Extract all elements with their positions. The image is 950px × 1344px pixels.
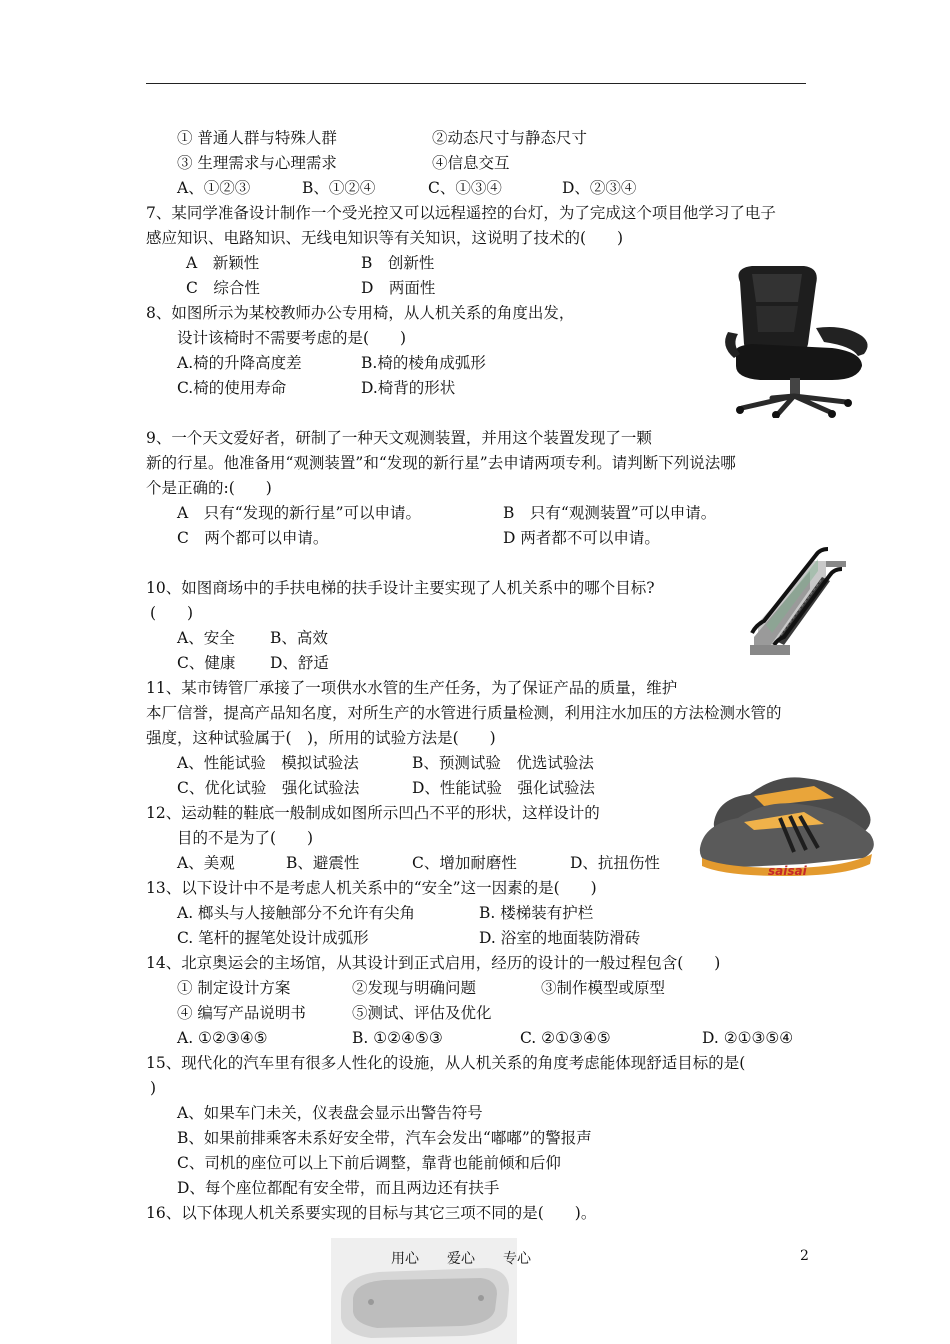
text-line: B.椅的棱角成弧形 (361, 354, 486, 372)
text-line: C 两个都可以申请。 (177, 529, 329, 547)
text-line: 8、如图所示为某校教师办公专用椅，从人机关系的角度出发， (146, 304, 575, 322)
text-line: 11、某市铸管厂承接了一项供水水管的生产任务，为了保证产品的质量，维护 (146, 679, 678, 697)
text-line: ③制作模型或原型 (541, 979, 666, 997)
text-line: B、避震性 (286, 854, 360, 872)
text-line: 15、现代化的汽车里有很多人性化的设施，从人机关系的角度考虑能体现舒适目标的是( (146, 1054, 746, 1072)
text-line: ④信息交互 (432, 154, 510, 172)
footer-motto: 用心 爱心 专心 (391, 1251, 531, 1267)
text-line: D 两者都不可以申请。 (503, 529, 660, 547)
text-line: ⑤测试、评估及优化 (352, 1004, 492, 1022)
text-line: C. ②①③④⑤ (520, 1029, 611, 1047)
text-line: ( ) (150, 604, 194, 622)
text-line: 强度，这种试验属于( )，所用的试验方法是( ) (146, 729, 496, 747)
text-line: A、安全 (177, 629, 235, 647)
text-line: B 只有“观测装置”可以申请。 (503, 504, 717, 522)
text-line: A、如果车门未关，仪表盘会显示出警告符号 (177, 1104, 483, 1122)
text-line: C、增加耐磨性 (412, 854, 517, 872)
text-line: ②动态尺寸与静态尺寸 (432, 129, 588, 147)
text-line: B、预测试验 优选试验法 (412, 754, 594, 772)
text-line: A. 榔头与人接触部分不允许有尖角 (177, 904, 416, 922)
text-line: 个是正确的:( ) (146, 479, 272, 497)
text-line: 16、以下体现人机关系要实现的目标与其它三项不同的是( )。 (146, 1204, 597, 1222)
text-line: B、如果前排乘客未系好安全带，汽车会发出“嘟嘟”的警报声 (177, 1129, 592, 1147)
text-line: 12、运动鞋的鞋底一般制成如图所示凹凸不平的形状，这样设计的 (146, 804, 600, 822)
text-line: B、高效 (270, 629, 328, 647)
text-line: D、舒适 (270, 654, 329, 672)
text-line: B 创新性 (361, 254, 435, 272)
text-line: A. ①②③④⑤ (177, 1029, 268, 1047)
text-line: B、①②④ (302, 179, 376, 197)
text-line: 新的行星。他准备用“观测装置”和“发现的新行星”去申请两项专利。请判断下列说法哪 (146, 454, 736, 472)
text-line: 目的不是为了( ) (177, 829, 314, 847)
text-line: ②发现与明确问题 (352, 979, 477, 997)
text-line: C、①③④ (428, 179, 502, 197)
text-line: D、抗扭伤性 (570, 854, 660, 872)
text-line: ① 普通人群与特殊人群 (177, 129, 337, 147)
text-line: 14、北京奥运会的主场馆，从其设计到正式启用，经历的设计的一般过程包含( ) (146, 954, 721, 972)
text-line: ④ 编写产品说明书 (177, 1004, 306, 1022)
text-line: 设计该椅时不需要考虑的是( ) (177, 329, 407, 347)
text-line: C、司机的座位可以上下前后调整，靠背也能前倾和后仰 (177, 1154, 561, 1172)
text-line: ③ 生理需求与心理需求 (177, 154, 337, 172)
text-line: D、②③④ (562, 179, 637, 197)
text-line: D. ②①③⑤④ (702, 1029, 794, 1047)
text-line: A 新颖性 (186, 254, 260, 272)
text-line: 13、以下设计中不是考虑人机关系中的“安全”这一因素的是( ) (146, 879, 597, 897)
text-line: A、美观 (177, 854, 235, 872)
text-line: 本厂信誉，提高产品知名度，对所生产的水管进行质量检测，利用注水加压的方法检测水管的 (146, 704, 782, 722)
text-line: C、健康 (177, 654, 236, 672)
text-line: B. ①②④⑤③ (352, 1029, 443, 1047)
escalator-image (718, 541, 905, 681)
text-line: C、优化试验 强化试验法 (177, 779, 360, 797)
text-line: C 综合性 (186, 279, 260, 297)
text-line: A、性能试验 模拟试验法 (177, 754, 359, 772)
text-line: 7、某同学准备设计制作一个受光控又可以远程遥控的台灯，为了完成这个项目他学习了电子 (146, 204, 776, 222)
text-line: ① 制定设计方案 (177, 979, 291, 997)
text-line: C. 笔杆的握笔处设计成弧形 (177, 929, 369, 947)
text-line: 9、一个天文爱好者，研制了一种天文观测装置，并用这个装置发现了一颗 (146, 429, 652, 447)
text-line: A、①②③ (177, 179, 251, 197)
text-line: 感应知识、电路知识、无线电知识等有关知识，这说明了技术的( ) (146, 229, 624, 247)
text-line: D. 浴室的地面装防滑砖 (479, 929, 641, 947)
header-rule (146, 83, 806, 84)
page-number: 2 (800, 1248, 809, 1264)
text-line: D 两面性 (361, 279, 436, 297)
shoe-logo-text: saisai (768, 864, 807, 878)
text-line: D.椅背的形状 (361, 379, 456, 397)
office-chair-image (712, 262, 884, 418)
text-line: C.椅的使用寿命 (177, 379, 287, 397)
text-line: A.椅的升降高度差 (177, 354, 302, 372)
text-line: D、性能试验 强化试验法 (412, 779, 595, 797)
text-line: ) (150, 1079, 157, 1097)
text-line: B. 楼梯装有护栏 (479, 904, 594, 922)
text-line: 10、如图商场中的手扶电梯的扶手设计主要实现了人机关系中的哪个目标? (146, 579, 655, 597)
sports-shoe-image (694, 768, 884, 880)
text-line: D、每个座位都配有安全带，而且两边还有扶手 (177, 1179, 500, 1197)
text-line: A 只有“发现的新行星”可以申请。 (177, 504, 422, 522)
